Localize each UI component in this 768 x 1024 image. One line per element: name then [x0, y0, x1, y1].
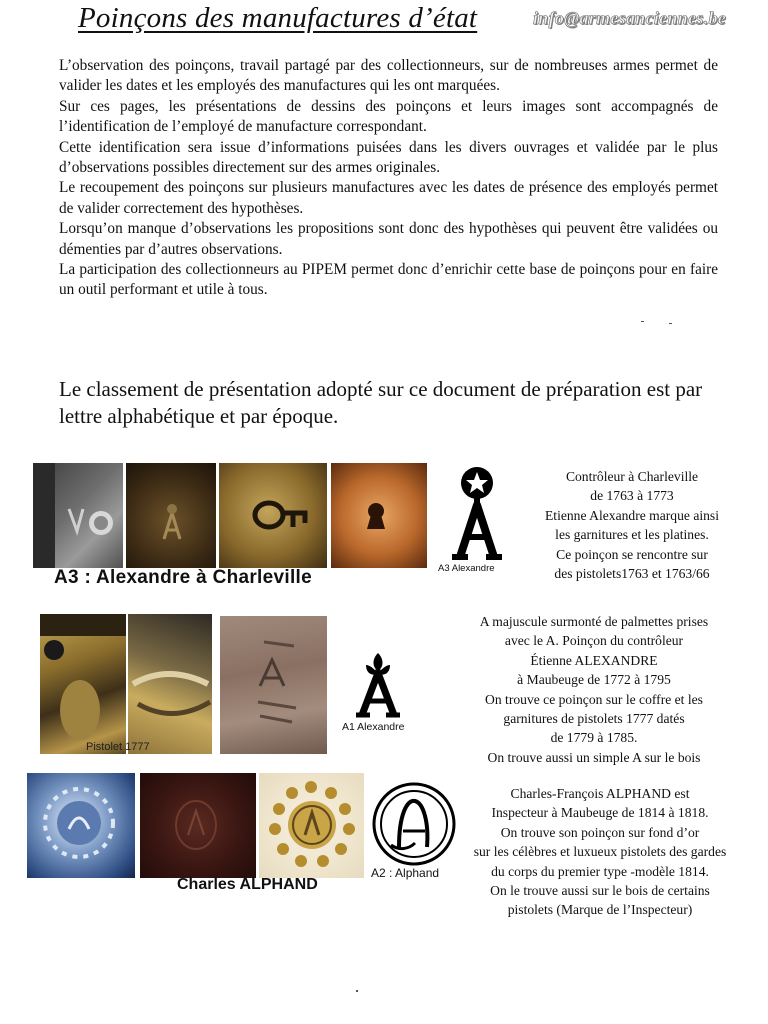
mark-photo-3 [219, 463, 327, 568]
intro-paragraph: Lorsqu’on manque d’observations les propositions sont donc des hypothèses qui peuvent être validées ou démenties par d’autres observations. [59, 220, 718, 258]
intro-paragraph: L’observation des poinçons, travail partagé par des collectionneurs, sur de nombreuses armes permet de valider les dates et les employés des manufactures qui les ont marquées. [59, 57, 718, 95]
description-line: pistolets (Marque de l’Inspecteur) [507, 902, 693, 918]
description-line: garnitures de pistolets 1777 datés [503, 711, 685, 727]
intro-paragraph: Cette identification sera issue d’informations puisées dans les divers ouvrages et validée par le plus d’observations possibles directement sur des armes originales. [59, 138, 718, 177]
pistol-photo-2 [128, 614, 212, 754]
section-description-a1 [436, 612, 752, 767]
wood-mark-photo [220, 616, 327, 754]
poincon-sketch-a3-icon [442, 463, 502, 565]
description-line: On trouve aussi un simple A sur le bois [487, 749, 701, 765]
description-line: Étienne ALEXANDRE [530, 652, 658, 668]
classement-text: Le classement de présentation adopté sur ce document de préparation est par lettre alphabétique et par époque. [59, 377, 703, 428]
intro-paragraph: Sur ces pages, les présentations de dessins des poinçons et leurs images sont accompagnés de l’identification de l’employé de manufacture correspondant. [59, 97, 718, 136]
intro-paragraph: Le recoupement des poinçons sur plusieurs manufactures avec les dates de présence des employés permet de valider correctement des hypothèses. [59, 179, 718, 217]
description-line: à Maubeuge de 1772 à 1795 [517, 672, 671, 688]
mark-photo-gold-ground [27, 773, 135, 878]
description-line: du corps du premier type -modèle 1814. [491, 863, 709, 879]
sketch-label-a1: A1 Alexandre [342, 721, 405, 733]
description-line: avec le A. Poinçon du contrôleur [504, 633, 684, 649]
poincon-sketch-a2-icon [369, 781, 459, 871]
description-line: les garnitures et les platines. [555, 527, 709, 543]
sketch-label-a2: A2 : Alphand [371, 866, 440, 880]
description-line: On trouve ce poinçon sur le coffre et les [485, 691, 703, 707]
mark-photo-gold-studs [259, 773, 364, 878]
section-caption-a2: Charles ALPHAND [177, 876, 318, 893]
intro-paragraph: La participation des collectionneurs au PIPEM permet donc d’enrichir cette base de poinçons pour en faire un outil performant et utile à tous. [59, 261, 718, 299]
poincon-sketch-a1-icon [352, 651, 404, 721]
photo-label-a1: Pistolet 1777 [86, 741, 150, 753]
section-description-a3 [520, 467, 744, 583]
mark-photo-4 [331, 463, 427, 568]
pistol-photo-1 [40, 614, 126, 754]
sketch-label-a3: A3 Alexandre [438, 563, 495, 574]
section-description-a2 [450, 784, 750, 920]
section-caption-a3: A3 : Alexandre à Charleville [54, 567, 312, 588]
description-line: On trouve son poinçon sur fond d’or [500, 824, 700, 840]
wood-mark-photo-a2 [140, 773, 256, 878]
description-line: On le trouve aussi sur le bois de certains [490, 883, 710, 899]
email-watermark: info@armesanciennes.be [533, 8, 727, 28]
description-line: Contrôleur à Charleville [565, 469, 699, 484]
description-line: Charles-François ALPHAND est [510, 786, 690, 801]
page-title: Poinçons des manufactures d’état [78, 2, 478, 34]
stray-mark [669, 323, 672, 324]
mark-photo-1 [33, 463, 123, 568]
description-line: des pistolets1763 et 1763/66 [554, 566, 710, 582]
intro-text [59, 56, 718, 301]
description-line: de 1779 à 1785. [550, 730, 638, 746]
description-line: de 1763 à 1773 [590, 488, 674, 504]
stray-mark [356, 990, 358, 992]
description-line: Inspecteur à Maubeuge de 1814 à 1818. [491, 805, 709, 821]
description-line: A majuscule surmonté de palmettes prises [479, 614, 709, 629]
mark-photo-2 [126, 463, 216, 568]
description-line: sur les célèbres et luxueux pistolets des gardes [473, 844, 727, 860]
description-line: Ce poinçon se rencontre sur [556, 546, 708, 562]
description-line: Etienne Alexandre marque ainsi [544, 507, 719, 523]
stray-mark [641, 321, 644, 322]
